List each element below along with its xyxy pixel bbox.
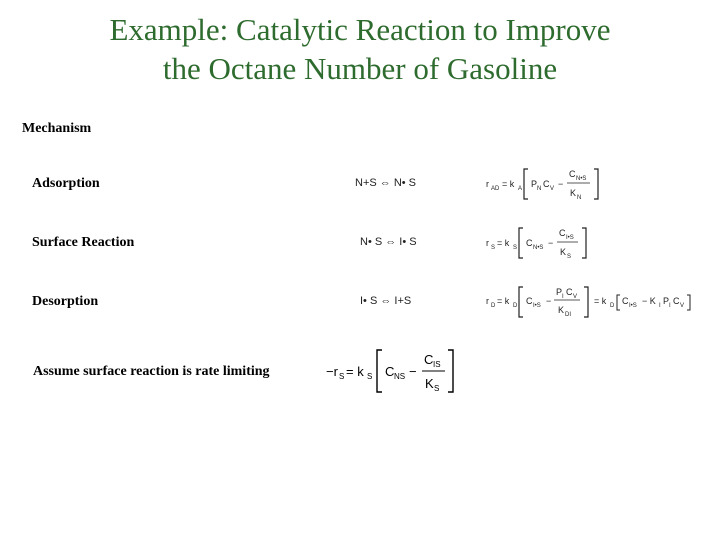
svg-text:N: N: [577, 195, 582, 201]
svg-text:= k: = k: [497, 296, 510, 306]
svg-text:C: C: [559, 228, 566, 238]
mechanism-heading: Mechanism: [22, 121, 92, 136]
svg-text:−: −: [558, 179, 564, 189]
slide-title-line-2: the Octane Number of Gasoline: [162, 51, 558, 86]
svg-text:C: C: [543, 179, 550, 189]
rate-law-desorption: [486, 283, 712, 323]
svg-text:IS: IS: [433, 360, 441, 369]
step-label-adsorption: Adsorption: [32, 176, 100, 191]
svg-text:C: C: [526, 296, 533, 306]
svg-text:−r: −r: [326, 364, 338, 379]
slide-title: [0, 10, 720, 88]
svg-text:K: K: [560, 247, 567, 257]
reaction-adsorption: N+S ⇔ N• S: [355, 177, 417, 189]
svg-text:C: C: [566, 287, 573, 297]
svg-text:C: C: [526, 238, 533, 248]
svg-text:S: S: [339, 372, 345, 381]
reaction-desorption: I• S ⇔ I+S: [360, 295, 412, 307]
svg-text:r: r: [486, 179, 489, 189]
svg-text:N•S: N•S: [576, 176, 587, 182]
svg-text:N: N: [537, 186, 542, 192]
svg-text:K: K: [570, 188, 577, 198]
svg-text:C: C: [424, 352, 434, 367]
rate-limiting-equation: [326, 346, 456, 398]
svg-text:V: V: [680, 303, 685, 309]
svg-text:V: V: [573, 294, 578, 300]
svg-text:−: −: [546, 296, 552, 306]
svg-text:I•S: I•S: [533, 303, 541, 309]
svg-text:P: P: [663, 296, 670, 306]
svg-text:C: C: [385, 364, 395, 379]
svg-text:D: D: [513, 303, 518, 309]
svg-text:= k: = k: [502, 179, 515, 189]
svg-text:− K: − K: [642, 296, 656, 306]
svg-text:D: D: [491, 303, 496, 309]
svg-text:C: C: [569, 169, 576, 179]
svg-text:I•S: I•S: [629, 303, 637, 309]
step-label-surface-reaction: Surface Reaction: [32, 235, 135, 250]
rate-law-adsorption: [486, 164, 616, 204]
svg-text:S: S: [434, 384, 440, 393]
svg-text:= k: = k: [594, 296, 607, 306]
svg-text:A: A: [518, 186, 523, 192]
svg-text:N•S: N•S: [533, 245, 544, 251]
svg-text:= k: = k: [497, 238, 510, 248]
step-label-desorption: Desorption: [32, 294, 99, 309]
svg-text:r: r: [486, 296, 489, 306]
svg-text:S: S: [513, 245, 518, 251]
svg-text:AD: AD: [491, 186, 500, 192]
svg-text:DI: DI: [565, 312, 571, 318]
svg-text:C: C: [673, 296, 680, 306]
svg-text:I: I: [562, 294, 564, 300]
svg-text:V: V: [550, 186, 555, 192]
svg-text:NS: NS: [394, 372, 406, 381]
rate-law-surface: [486, 223, 616, 263]
svg-text:I•S: I•S: [566, 235, 574, 241]
reaction-surface: N• S ⇔ I• S: [360, 236, 417, 248]
svg-text:S: S: [567, 254, 572, 260]
svg-text:I: I: [659, 303, 661, 309]
slide-title-line-1: Example: Catalytic Reaction to Improve: [109, 12, 611, 47]
svg-text:P: P: [531, 179, 538, 189]
svg-text:K: K: [425, 376, 434, 391]
svg-text:K: K: [558, 305, 565, 315]
svg-text:S: S: [491, 245, 496, 251]
svg-text:r: r: [486, 238, 489, 248]
svg-text:C: C: [622, 296, 629, 306]
svg-text:I: I: [669, 303, 671, 309]
svg-text:−: −: [548, 238, 554, 248]
svg-text:= k: = k: [346, 364, 364, 379]
svg-text:P: P: [556, 287, 563, 297]
svg-text:S: S: [367, 372, 373, 381]
svg-text:−: −: [409, 364, 417, 379]
assumption-text: Assume surface reaction is rate limiting: [33, 364, 270, 379]
svg-text:D: D: [610, 303, 615, 309]
